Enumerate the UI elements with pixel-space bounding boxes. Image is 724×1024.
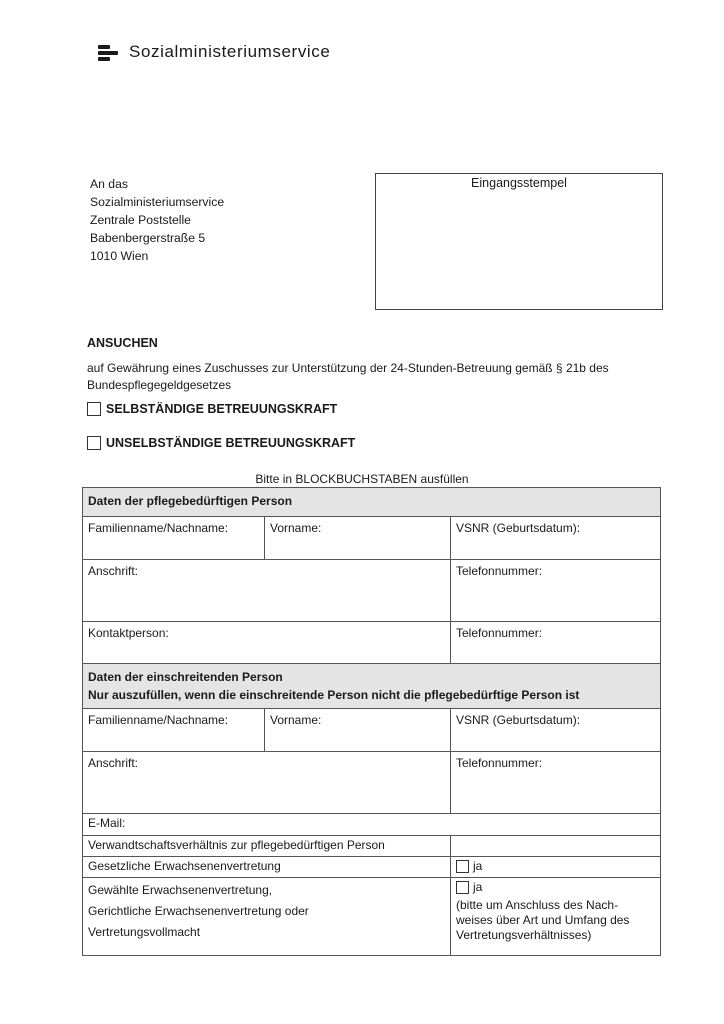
logo-icon — [98, 45, 118, 61]
legal-rep-option[interactable] — [451, 857, 661, 878]
email-field[interactable]: E-Mail: — [83, 814, 661, 836]
checkbox[interactable] — [456, 881, 469, 894]
receipt-stamp-box — [375, 173, 663, 310]
chosen-rep-label — [83, 878, 451, 956]
section-heading-text: Daten der einschreitenden Person — [88, 670, 283, 684]
section-subheading: Nur auszufüllen, wenn die einschreitende Person nicht die pflegebedürftige Person ist — [88, 688, 580, 702]
option-label: UNSELBSTÄNDIGE BETREUUNGSKRAFT — [106, 436, 356, 450]
chosen-rep-line: Vertretungsvollmacht — [88, 925, 201, 939]
chosen-rep-line: Gewählte Erwachsenenvertretung, — [88, 883, 273, 897]
option-label: ja — [473, 859, 483, 873]
checkbox[interactable] — [87, 402, 101, 416]
logo-text: Sozialministeriumservice — [129, 42, 331, 61]
vsnr-field[interactable]: VSNR (Geburtsdatum): — [451, 709, 661, 752]
note-line: (bitte um Anschluss des Nach- — [456, 898, 619, 912]
surname-field[interactable]: Familienname/Nachname: — [83, 517, 265, 560]
contact-person-field[interactable]: Kontaktperson: — [83, 622, 451, 664]
option-label: SELBSTÄNDIGE BETREUUNGSKRAFT — [106, 402, 338, 416]
surname-field[interactable]: Familienname/Nachname: — [83, 709, 265, 752]
firstname-field[interactable]: Vorname: — [265, 517, 451, 560]
address-line: An das — [90, 177, 128, 191]
phone-field[interactable]: Telefonnummer: — [451, 752, 661, 814]
relationship-label: Verwandtschaftsverhältnis zur pflegebedürftigen Person — [83, 836, 451, 857]
firstname-field[interactable]: Vorname: — [265, 709, 451, 752]
option-self-employed[interactable] — [87, 402, 337, 416]
request-description: auf Gewährung eines Zuschusses zur Unterstützung der 24-Stunden-Betreuung gemäß § 21b des Bundespflegegeldgesetzes — [87, 361, 609, 392]
address-field[interactable]: Anschrift: — [83, 560, 451, 622]
address-line: Zentrale Poststelle — [90, 213, 191, 227]
relationship-field[interactable] — [451, 836, 661, 857]
option-employed[interactable] — [87, 436, 355, 450]
option-label: ja — [473, 880, 483, 894]
contact-phone-field[interactable]: Telefonnummer: — [451, 622, 661, 664]
checkbox[interactable] — [456, 860, 469, 873]
phone-field[interactable]: Telefonnummer: — [451, 560, 661, 622]
address-line: 1010 Wien — [90, 249, 149, 263]
chosen-rep-line: Gerichtliche Erwachsenenvertretung oder — [88, 904, 309, 918]
section-heading — [83, 664, 661, 709]
recipient-address — [90, 175, 224, 265]
address-field[interactable]: Anschrift: — [83, 752, 451, 814]
fill-hint: Bitte in BLOCKBUCHSTABEN ausfüllen — [255, 472, 469, 486]
chosen-rep-option[interactable] — [451, 878, 661, 956]
request-heading: ANSUCHEN — [87, 336, 158, 350]
checkbox[interactable] — [87, 436, 101, 450]
address-line: Sozialministeriumservice — [90, 195, 225, 209]
section-heading: Daten der pflegebedürftigen Person — [83, 488, 661, 517]
stamp-label: Eingangsstempel — [471, 176, 567, 190]
note-line: Vertretungsverhältnisses) — [456, 928, 592, 942]
legal-rep-label: Gesetzliche Erwachsenenvertretung — [83, 857, 451, 878]
address-line: Babenbergerstraße 5 — [90, 231, 206, 245]
application-form-table — [82, 487, 661, 956]
vsnr-field[interactable]: VSNR (Geburtsdatum): — [451, 517, 661, 560]
note-line: weises über Art und Umfang des — [456, 913, 630, 927]
